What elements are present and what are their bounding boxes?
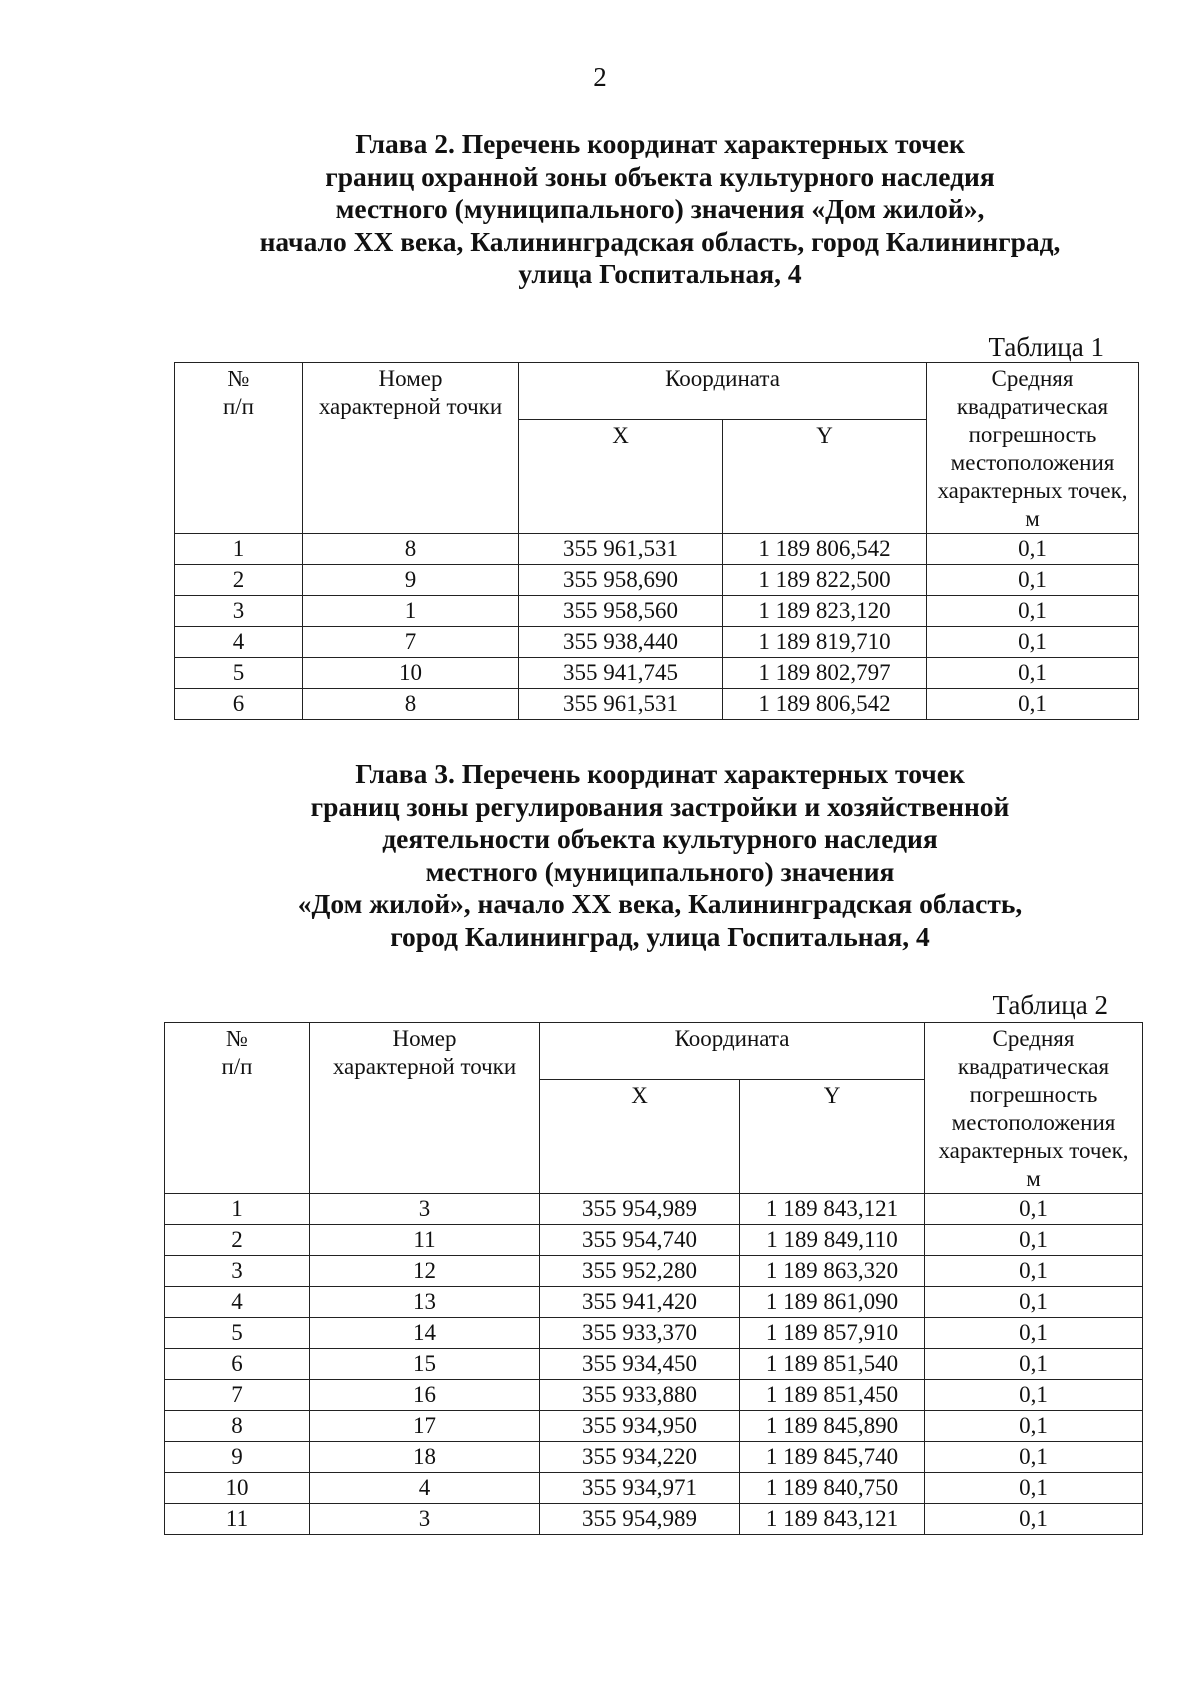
table-row bbox=[175, 534, 1139, 565]
error-value-cell: 0,1 bbox=[925, 1194, 1143, 1225]
y-coordinate-cell: 1 189 806,542 bbox=[723, 534, 927, 565]
x-coordinate-cell: 355 954,989 bbox=[540, 1194, 740, 1225]
header-error-line: квадратическая bbox=[956, 394, 1109, 419]
chapter-2-title-line: начало XX века, Калининградская область, город Калининград, bbox=[259, 225, 1061, 257]
x-coordinate-cell: 355 961,531 bbox=[519, 534, 723, 565]
point-number-cell: 10 bbox=[303, 658, 519, 689]
header-num-line: п/п bbox=[221, 1054, 253, 1079]
header-point-line: Номер bbox=[392, 1026, 457, 1051]
header-y-label: Y bbox=[816, 423, 833, 448]
table-row bbox=[165, 1256, 1143, 1287]
chapter-2-title bbox=[200, 128, 1120, 291]
coordinates-table-2 bbox=[164, 1022, 1143, 1535]
x-coordinate-cell: 355 958,690 bbox=[519, 565, 723, 596]
point-number-cell: 13 bbox=[310, 1287, 540, 1318]
table-row bbox=[165, 1442, 1143, 1473]
header-num-line: № bbox=[227, 366, 250, 391]
row-number-cell: 1 bbox=[165, 1194, 310, 1225]
y-coordinate-cell: 1 189 806,542 bbox=[723, 689, 927, 720]
table-row bbox=[175, 596, 1139, 627]
header-coordinate bbox=[519, 363, 927, 420]
x-coordinate-cell: 355 952,280 bbox=[540, 1256, 740, 1287]
header-error-line: погрешность bbox=[969, 1082, 1098, 1107]
point-number-cell: 8 bbox=[303, 689, 519, 720]
point-number-cell: 18 bbox=[310, 1442, 540, 1473]
table-1-body bbox=[175, 534, 1139, 720]
x-coordinate-cell: 355 934,220 bbox=[540, 1442, 740, 1473]
point-number-cell: 15 bbox=[310, 1349, 540, 1380]
header-error-line: местоположения bbox=[950, 450, 1115, 475]
table-1-caption: Таблица 1 bbox=[988, 332, 1104, 362]
x-coordinate-cell: 355 961,531 bbox=[519, 689, 723, 720]
point-number-cell: 7 bbox=[303, 627, 519, 658]
error-value-cell: 0,1 bbox=[927, 565, 1139, 596]
y-coordinate-cell: 1 189 851,540 bbox=[740, 1349, 925, 1380]
table-row bbox=[165, 1473, 1143, 1504]
table-2-caption: Таблица 2 bbox=[992, 990, 1108, 1020]
x-coordinate-cell: 355 933,880 bbox=[540, 1380, 740, 1411]
y-coordinate-cell: 1 189 822,500 bbox=[723, 565, 927, 596]
header-coordinate-label: Координата bbox=[665, 366, 780, 391]
error-value-cell: 0,1 bbox=[927, 689, 1139, 720]
error-value-cell: 0,1 bbox=[925, 1225, 1143, 1256]
x-coordinate-cell: 355 941,745 bbox=[519, 658, 723, 689]
header-error-line: м bbox=[1026, 1166, 1041, 1191]
point-number-cell: 16 bbox=[310, 1380, 540, 1411]
x-coordinate-cell: 355 933,370 bbox=[540, 1318, 740, 1349]
header-num bbox=[175, 363, 303, 534]
table-row bbox=[165, 1380, 1143, 1411]
chapter-3-title-line: деятельности объекта культурного наследия bbox=[382, 823, 938, 854]
row-number-cell: 1 bbox=[175, 534, 303, 565]
chapter-2-title-line: местного (муниципального) значения «Дом жилой», bbox=[335, 193, 985, 224]
header-point bbox=[310, 1023, 540, 1194]
page-number: 2 bbox=[593, 62, 607, 92]
header-error-line: характерных точек, bbox=[938, 1138, 1129, 1163]
chapter-3-title-line: границ зоны регулирования застройки и хозяйственной bbox=[310, 790, 1010, 822]
error-value-cell: 0,1 bbox=[925, 1411, 1143, 1442]
row-number-cell: 6 bbox=[175, 689, 303, 720]
row-number-cell: 4 bbox=[165, 1287, 310, 1318]
header-x-label: X bbox=[612, 423, 629, 448]
header-y-label: Y bbox=[823, 1083, 841, 1108]
chapter-2-title-line: границ охранной зоны объекта культурного наследия bbox=[325, 160, 995, 192]
row-number-cell: 8 bbox=[165, 1411, 310, 1442]
header-error-line: Средняя bbox=[992, 1026, 1075, 1051]
point-number-cell: 3 bbox=[310, 1194, 540, 1225]
header-coordinate bbox=[540, 1023, 925, 1080]
header-y bbox=[723, 420, 927, 534]
y-coordinate-cell: 1 189 861,090 bbox=[740, 1287, 925, 1318]
y-coordinate-cell: 1 189 849,110 bbox=[740, 1225, 925, 1256]
x-coordinate-cell: 355 954,989 bbox=[540, 1504, 740, 1535]
error-value-cell: 0,1 bbox=[927, 627, 1139, 658]
row-number-cell: 2 bbox=[165, 1225, 310, 1256]
point-number-cell: 12 bbox=[310, 1256, 540, 1287]
row-number-cell: 11 bbox=[165, 1504, 310, 1535]
chapter-3-title bbox=[200, 758, 1120, 953]
table-row bbox=[175, 658, 1139, 689]
x-coordinate-cell: 355 934,971 bbox=[540, 1473, 740, 1504]
error-value-cell: 0,1 bbox=[925, 1318, 1143, 1349]
table-row bbox=[175, 565, 1139, 596]
y-coordinate-cell: 1 189 802,797 bbox=[723, 658, 927, 689]
header-error-line: м bbox=[1025, 506, 1040, 531]
point-number-cell: 8 bbox=[303, 534, 519, 565]
error-value-cell: 0,1 bbox=[927, 658, 1139, 689]
header-error-line: погрешность bbox=[968, 422, 1097, 447]
x-coordinate-cell: 355 938,440 bbox=[519, 627, 723, 658]
error-value-cell: 0,1 bbox=[925, 1380, 1143, 1411]
x-coordinate-cell: 355 941,420 bbox=[540, 1287, 740, 1318]
row-number-cell: 3 bbox=[175, 596, 303, 627]
header-num bbox=[165, 1023, 310, 1194]
table-row bbox=[165, 1349, 1143, 1380]
point-number-cell: 3 bbox=[310, 1504, 540, 1535]
y-coordinate-cell: 1 189 851,450 bbox=[740, 1380, 925, 1411]
row-number-cell: 9 bbox=[165, 1442, 310, 1473]
header-error-line: характерных точек, bbox=[937, 478, 1128, 503]
header-point-line: характерной точки bbox=[332, 1054, 517, 1079]
header-num-line: № bbox=[226, 1026, 248, 1051]
row-number-cell: 10 bbox=[165, 1473, 310, 1504]
y-coordinate-cell: 1 189 840,750 bbox=[740, 1473, 925, 1504]
header-coordinate-label: Координата bbox=[674, 1026, 790, 1051]
x-coordinate-cell: 355 958,560 bbox=[519, 596, 723, 627]
error-value-cell: 0,1 bbox=[927, 596, 1139, 627]
error-value-cell: 0,1 bbox=[925, 1349, 1143, 1380]
chapter-3-title-line: Глава 3. Перечень координат характерных точек bbox=[355, 758, 965, 789]
table-row bbox=[165, 1504, 1143, 1535]
header-error-line: квадратическая bbox=[957, 1054, 1110, 1079]
x-coordinate-cell: 355 954,740 bbox=[540, 1225, 740, 1256]
row-number-cell: 5 bbox=[175, 658, 303, 689]
y-coordinate-cell: 1 189 823,120 bbox=[723, 596, 927, 627]
point-number-cell: 11 bbox=[310, 1225, 540, 1256]
chapter-2-title-line: Глава 2. Перечень координат характерных точек bbox=[355, 128, 965, 159]
chapter-2-title-line: улица Госпитальная, 4 bbox=[518, 258, 802, 289]
y-coordinate-cell: 1 189 843,121 bbox=[740, 1504, 925, 1535]
y-coordinate-cell: 1 189 845,740 bbox=[740, 1442, 925, 1473]
header-x bbox=[519, 420, 723, 534]
x-coordinate-cell: 355 934,450 bbox=[540, 1349, 740, 1380]
header-x-label: X bbox=[631, 1083, 648, 1108]
header-error-line: Средняя bbox=[991, 366, 1074, 391]
row-number-cell: 4 bbox=[175, 627, 303, 658]
point-number-cell: 17 bbox=[310, 1411, 540, 1442]
chapter-3-title-line: «Дом жилой», начало XX века, Калининградская область, bbox=[297, 888, 1023, 919]
header-x bbox=[540, 1080, 740, 1194]
header-error bbox=[925, 1023, 1143, 1194]
error-value-cell: 0,1 bbox=[925, 1473, 1143, 1504]
table-row bbox=[175, 627, 1139, 658]
table-row bbox=[165, 1287, 1143, 1318]
header-error bbox=[927, 363, 1139, 534]
y-coordinate-cell: 1 189 819,710 bbox=[723, 627, 927, 658]
row-number-cell: 3 bbox=[165, 1256, 310, 1287]
table-row bbox=[165, 1411, 1143, 1442]
row-number-cell: 5 bbox=[165, 1318, 310, 1349]
header-y bbox=[740, 1080, 925, 1194]
header-error-line: местоположения bbox=[951, 1110, 1116, 1135]
error-value-cell: 0,1 bbox=[927, 534, 1139, 565]
row-number-cell: 2 bbox=[175, 565, 303, 596]
header-point-line: характерной точки bbox=[318, 394, 503, 419]
row-number-cell: 7 bbox=[165, 1380, 310, 1411]
y-coordinate-cell: 1 189 843,121 bbox=[740, 1194, 925, 1225]
y-coordinate-cell: 1 189 863,320 bbox=[740, 1256, 925, 1287]
error-value-cell: 0,1 bbox=[925, 1287, 1143, 1318]
header-point-line: Номер bbox=[378, 366, 443, 391]
chapter-3-title-line: местного (муниципального) значения bbox=[425, 855, 895, 887]
chapter-3-title-line: город Калининград, улица Госпитальная, 4 bbox=[390, 920, 930, 952]
table-row bbox=[165, 1225, 1143, 1256]
error-value-cell: 0,1 bbox=[925, 1504, 1143, 1535]
table-row bbox=[175, 689, 1139, 720]
point-number-cell: 14 bbox=[310, 1318, 540, 1349]
header-num-line: п/п bbox=[222, 394, 254, 419]
row-number-cell: 6 bbox=[165, 1349, 310, 1380]
table-2-body bbox=[165, 1194, 1143, 1535]
header-point bbox=[303, 363, 519, 534]
table-row bbox=[165, 1318, 1143, 1349]
error-value-cell: 0,1 bbox=[925, 1256, 1143, 1287]
point-number-cell: 9 bbox=[303, 565, 519, 596]
point-number-cell: 1 bbox=[303, 596, 519, 627]
x-coordinate-cell: 355 934,950 bbox=[540, 1411, 740, 1442]
y-coordinate-cell: 1 189 845,890 bbox=[740, 1411, 925, 1442]
point-number-cell: 4 bbox=[310, 1473, 540, 1504]
error-value-cell: 0,1 bbox=[925, 1442, 1143, 1473]
y-coordinate-cell: 1 189 857,910 bbox=[740, 1318, 925, 1349]
coordinates-table-1 bbox=[174, 362, 1139, 720]
table-row bbox=[165, 1194, 1143, 1225]
